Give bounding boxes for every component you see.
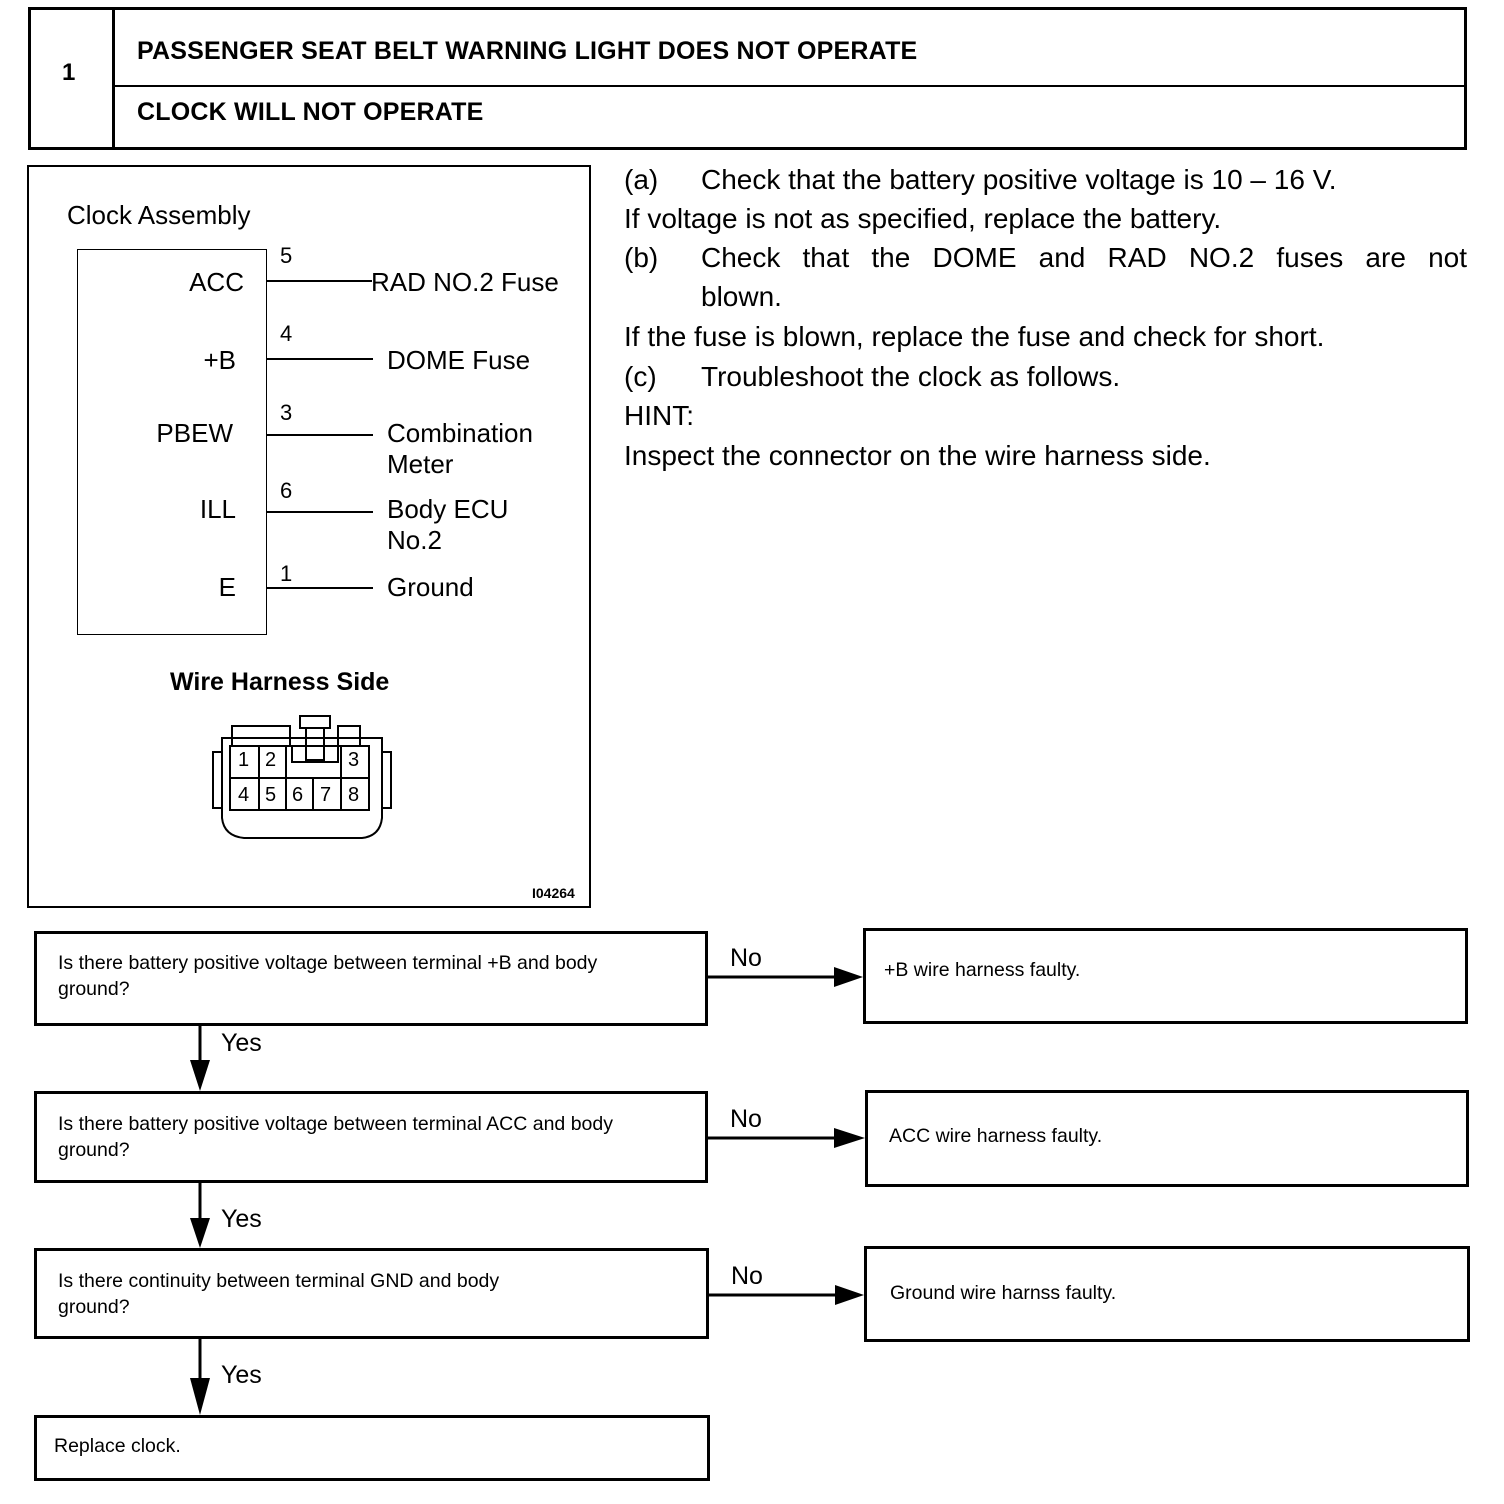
no-label-b: No	[730, 944, 762, 972]
connector-pin-6: 6	[292, 784, 304, 806]
step-b-note: If the fuse is blown, replace the fuse and check for short.	[624, 321, 1325, 352]
hint-text: Inspect the connector on the wire harness side.	[624, 440, 1211, 471]
connector-pin-2: 2	[265, 749, 277, 771]
step-c-text: Troubleshoot the clock as follows.	[701, 361, 1121, 392]
no-label-gnd: No	[731, 1262, 763, 1290]
pin-number-ill: 6	[280, 478, 293, 503]
question-text-b: Is there battery positive voltage between terminal +B and body ground?	[58, 952, 598, 1000]
result-text-acc: ACC wire harness faulty.	[889, 1125, 1103, 1147]
question-text-gnd: Is there continuity between terminal GND and body ground?	[58, 1270, 500, 1318]
step-b-text-line1: Check that the DOME and RAD NO.2 fuses are not	[701, 242, 1467, 273]
connector-pin-5: 5	[265, 784, 277, 806]
terminal-label-b: +B	[203, 345, 236, 375]
step-b-letter: (b)	[624, 242, 659, 273]
wire-harness-side-title: Wire Harness Side	[170, 668, 390, 696]
result-text-gnd: Ground wire harnss faulty.	[890, 1282, 1117, 1304]
no-arrowhead-gnd	[835, 1285, 864, 1305]
step-c-letter: (c)	[624, 361, 657, 392]
terminal-label-acc: ACC	[189, 267, 244, 297]
yes-arrowhead-acc	[190, 1218, 210, 1248]
question-text-acc: Is there battery positive voltage between terminal ACC and body ground?	[58, 1113, 613, 1161]
step-a-letter: (a)	[624, 164, 659, 195]
pin-number-e: 1	[280, 561, 293, 586]
result-text-b: +B wire harness faulty.	[884, 959, 1081, 981]
header-title-clock: CLOCK WILL NOT OPERATE	[137, 98, 484, 126]
step-a-text: Check that the battery positive voltage is 10 – 16 V.	[701, 164, 1337, 195]
terminal-label-e: E	[218, 572, 236, 602]
pin-number-acc: 5	[280, 243, 293, 268]
destination-combination-meter: Combination Meter	[387, 418, 533, 479]
header-title-seat-belt: PASSENGER SEAT BELT WARNING LIGHT DOES NOT OPERATE	[137, 37, 918, 65]
header-box	[28, 7, 1467, 150]
connector-pin-7: 7	[320, 784, 332, 806]
no-arrowhead-acc	[834, 1128, 865, 1148]
image-code: I04264	[532, 885, 575, 901]
pin-number-b: 4	[280, 321, 293, 346]
header-step-divider	[112, 7, 115, 150]
connector-pin-3: 3	[348, 749, 360, 771]
connector-pin-8: 8	[348, 784, 360, 806]
hint-label: HINT:	[624, 400, 694, 431]
connector-pin-1: 1	[238, 749, 250, 771]
final-action-text: Replace clock.	[54, 1435, 181, 1457]
destination-rad-fuse: RAD NO.2 Fuse	[371, 267, 559, 297]
yes-arrowhead-gnd	[190, 1378, 210, 1415]
no-label-acc: No	[730, 1105, 762, 1133]
header-row-divider	[112, 85, 1467, 87]
yes-label-acc: Yes	[221, 1205, 262, 1233]
pin-number-pbew: 3	[280, 400, 293, 425]
clock-assembly-title: Clock Assembly	[67, 200, 251, 230]
yes-label-gnd: Yes	[221, 1361, 262, 1389]
destination-ground: Ground	[387, 572, 474, 602]
terminal-label-pbew: PBEW	[156, 418, 233, 448]
no-arrowhead-b	[834, 967, 863, 987]
step-b-text-line2: blown.	[701, 281, 782, 312]
terminal-label-ill: ILL	[199, 494, 236, 524]
step-number: 1	[62, 59, 76, 86]
destination-dome-fuse: DOME Fuse	[387, 345, 531, 375]
destination-body-ecu: Body ECU No.2	[387, 494, 509, 555]
yes-label-b: Yes	[221, 1029, 262, 1057]
connector-pin-4: 4	[238, 784, 250, 806]
yes-arrowhead-b	[190, 1060, 210, 1091]
step-a-note: If voltage is not as specified, replace the battery.	[624, 203, 1222, 234]
